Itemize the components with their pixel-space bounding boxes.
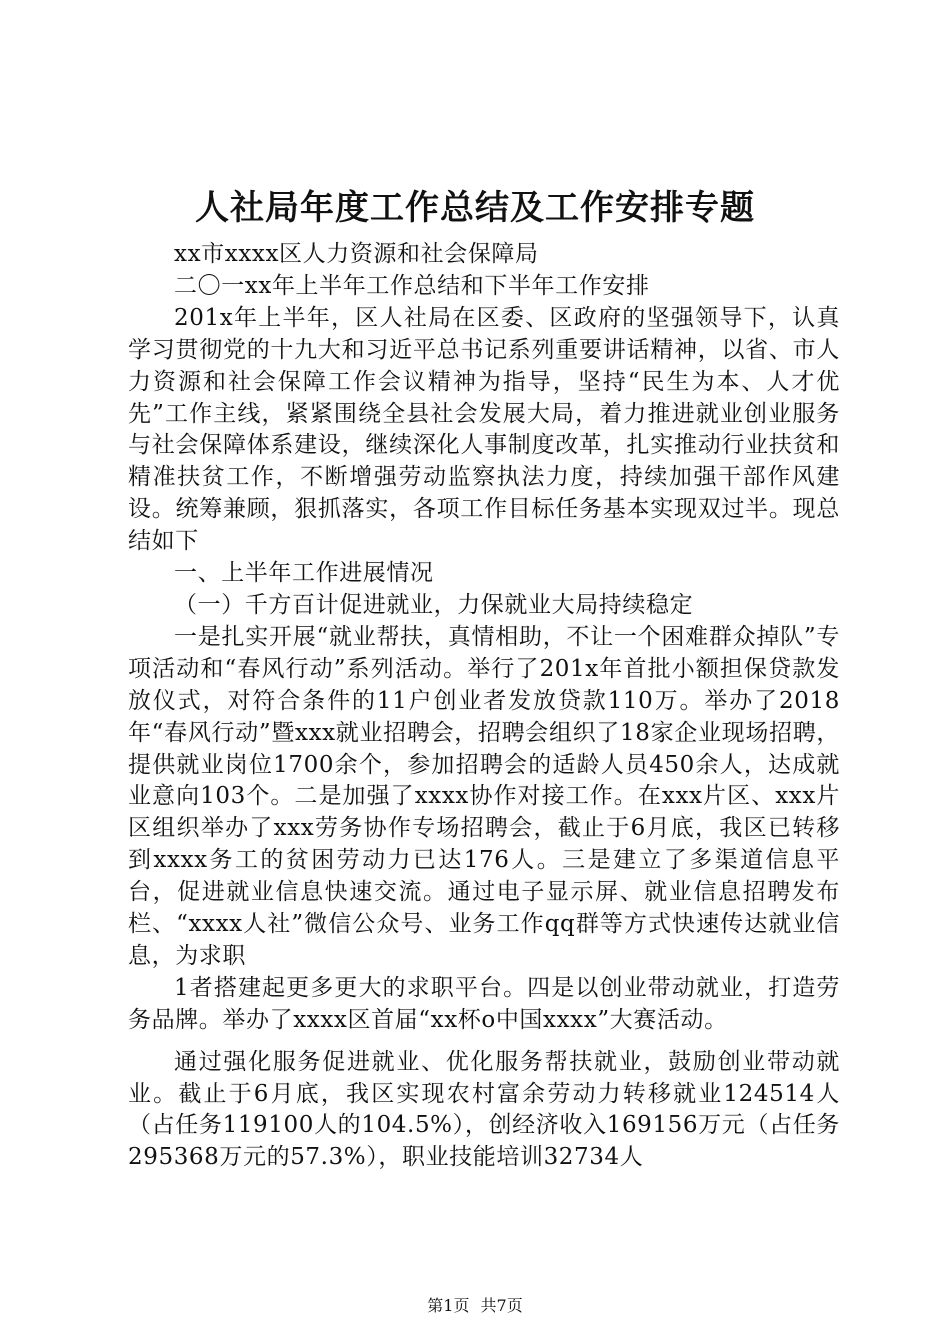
body-paragraph: 一是扎实开展“就业帮扶，真情相助，不让一个困难群众掉队”专项活动和“春风行动”系列活动。举行了201x年首批小额担保贷款发放仪式，对符合条件的11户创业者发放贷款110万。举办了2018年“春风行动”暨xxx就业招聘会，招聘会组织了18家企业现场招聘，提供就业岗位1700余个，参加招聘会的适龄人员450余人，达成就业意向103个。二是加强了xxxx协作对接工作。在xxx片区、xxx片区组织举办了xxx劳务协作专场招聘会，截止于6月底，我区已转移到xxxx务工的贫困劳动力已达176人。三是建立了多渠道信息平台，促进就业信息快速交流。通过电子显示屏、就业信息招聘发布栏、“xxxx人社”微信公众号、业务工作qq群等方式快速传达就业信息，为求职 [128, 623, 840, 969]
body-paragraph: 通过强化服务促进就业、优化服务帮扶就业，鼓励创业带动就业。截止于6月底，我区实现农村富余劳动力转移就业124514人（占任务119100人的104.5%），创经济收入169156万元（占任务295368万元的57.3%），职业技能培训32734人 [128, 1048, 840, 1171]
page-number: 第1页 [427, 1296, 470, 1315]
document-title: 人社局年度工作总结及工作安排专题 [195, 188, 755, 228]
body-paragraph: 1者搭建起更多更大的求职平台。四是以创业带动就业，打造劳务品牌。举办了xxxx区首届“xx杯o中国xxxx”大赛活动。 [128, 974, 840, 1033]
section-heading: 一、上半年工作进展情况 [174, 560, 434, 587]
org-line: xx市xxxx区人力资源和社会保障局 [174, 241, 539, 267]
subsection-heading: （一）千方百计促进就业，力保就业大局持续稳定 [174, 591, 694, 618]
document-body [128, 239, 840, 1174]
subtitle-line: 二〇一xx年上半年工作总结和下半年工作安排 [174, 272, 650, 299]
page-total: 共7页 [480, 1296, 523, 1315]
intro-paragraph: 201x年上半年，区人社局在区委、区政府的坚强领导下，认真学习贯彻党的十九大和习近平总书记系列重要讲话精神，以省、市人力资源和社会保障工作会议精神为指导，坚持“民生为本、人才优先”工作主线，紧紧围绕全县社会发展大局，着力推进就业创业服务与社会保障体系建设，继续深化人事制度改革，扎实推动行业扶贫和精准扶贫工作，不断增强劳动监察执法力度，持续加强干部作风建设。统筹兼顾，狠抓落实，各项工作目标任务基本实现双过半。现总结如下 [128, 304, 840, 555]
page-footer [0, 1296, 950, 1316]
